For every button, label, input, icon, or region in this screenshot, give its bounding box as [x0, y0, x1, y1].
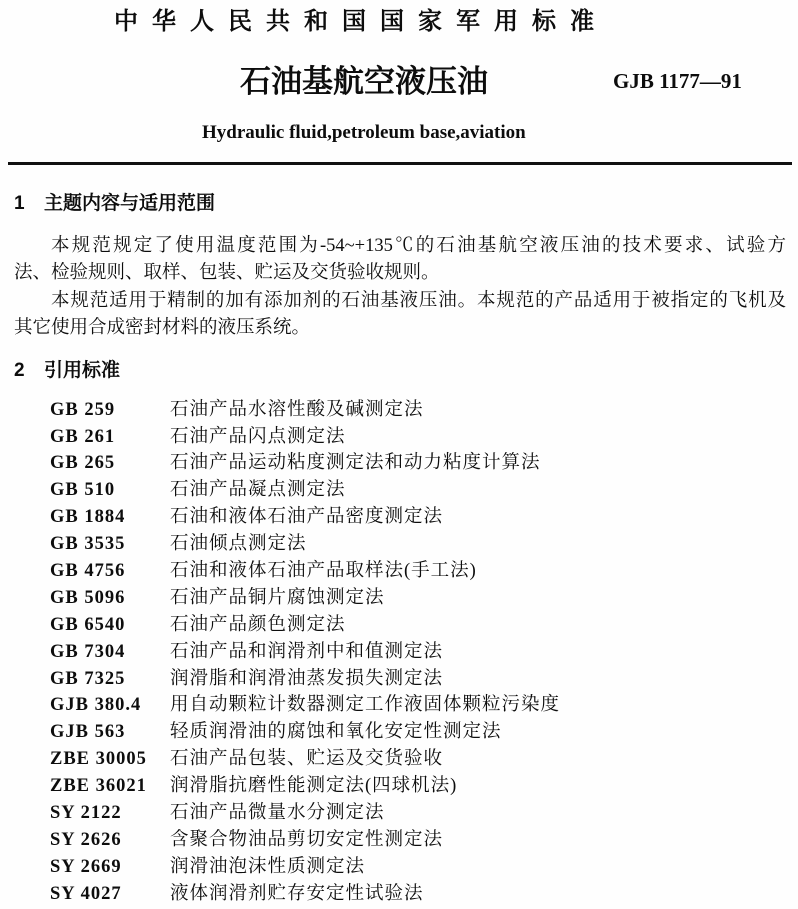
document-number: GJB 1177—91	[613, 69, 742, 93]
reference-title: 润滑油泡沫性质测定法	[170, 856, 366, 877]
reference-title: 用自动颗粒计数器测定工作液固体颗粒污染度	[170, 695, 561, 716]
reference-code: GJB 563	[50, 722, 126, 743]
reference-row	[50, 583, 786, 610]
reference-title: 石油产品铜片腐蚀测定法	[170, 587, 385, 608]
reference-row	[50, 771, 786, 798]
reference-title: 石油产品水溶性酸及碱测定法	[170, 399, 424, 420]
reference-title: 轻质润滑油的腐蚀和氧化安定性测定法	[170, 722, 502, 743]
reference-row	[50, 395, 786, 422]
reference-title: 石油产品和润滑剂中和值测定法	[170, 641, 444, 662]
reference-code: GB 265	[50, 453, 116, 474]
section-2-heading	[14, 360, 786, 382]
reference-row	[50, 422, 786, 449]
reference-code: GB 4756	[50, 560, 126, 581]
reference-code: GB 261	[50, 426, 116, 447]
reference-code: SY 2626	[50, 829, 122, 850]
reference-row	[50, 825, 786, 852]
paragraph-2-line-2: 其它使用合成密封材料的液压系统。	[14, 318, 311, 339]
reference-code: ZBE 36021	[50, 776, 147, 797]
reference-title: 液体润滑剂贮存安定性试验法	[170, 883, 424, 904]
section-2-heading-text: 引用标准	[44, 359, 121, 381]
reference-code: SY 4027	[50, 883, 122, 904]
reference-code: GB 1884	[50, 507, 126, 528]
reference-title: 石油产品凝点测定法	[170, 480, 346, 501]
reference-title: 石油产品运动粘度测定法和动力粘度计算法	[170, 453, 541, 474]
reference-code: GJB 380.4	[50, 695, 142, 716]
reference-row	[50, 610, 786, 637]
reference-row	[50, 637, 786, 664]
reference-title: 石油产品包装、贮运及交货验收	[170, 749, 444, 770]
section-1-paragraphs	[14, 233, 786, 343]
national-standard-header: 中华人民共和国国家军用标准	[114, 8, 608, 35]
reference-title: 石油和液体石油产品取样法(手工法)	[170, 560, 477, 581]
reference-code: SY 2122	[50, 802, 122, 823]
section-1-heading	[14, 193, 786, 215]
reference-title: 石油产品微量水分测定法	[170, 802, 385, 823]
paragraph-1-line-2: 法、检验规则、取样、包装、贮运及交货验收规则。	[14, 263, 440, 284]
reference-row	[50, 879, 786, 906]
reference-row	[50, 690, 786, 717]
reference-row	[50, 744, 786, 771]
reference-code: SY 2669	[50, 856, 122, 877]
reference-title: 石油和液体石油产品密度测定法	[170, 507, 444, 528]
reference-code: GB 259	[50, 399, 116, 420]
divider-rule	[8, 162, 792, 165]
paragraph-2-line-1: 本规范适用于精制的加有添加剂的石油基液压油。本规范的产品适用于被指定的飞机及	[51, 290, 786, 311]
document-title: 石油基航空液压油	[240, 64, 488, 99]
section-2-number: 2	[14, 359, 25, 381]
reference-code: ZBE 30005	[50, 749, 147, 770]
reference-row	[50, 798, 786, 825]
reference-list	[14, 395, 786, 906]
reference-row	[50, 664, 786, 691]
reference-title: 石油产品颜色测定法	[170, 614, 346, 635]
reference-title: 含聚合物油品剪切安定性测定法	[170, 829, 444, 850]
document-body	[14, 193, 786, 906]
english-subtitle: Hydraulic fluid,petroleum base,aviation	[202, 122, 526, 143]
reference-code: GB 6540	[50, 614, 126, 635]
reference-row	[50, 475, 786, 502]
reference-code: GB 510	[50, 480, 116, 501]
reference-title: 石油倾点测定法	[170, 534, 307, 555]
reference-title: 润滑脂抗磨性能测定法(四球机法)	[170, 776, 458, 797]
reference-row	[50, 852, 786, 879]
reference-row	[50, 717, 786, 744]
paragraph-1-line-1: 本规范规定了使用温度范围为-54~+135℃的石油基航空液压油的技术要求、试验方	[51, 236, 786, 256]
reference-code: GB 7304	[50, 641, 126, 662]
reference-code: GB 5096	[50, 587, 126, 608]
reference-code: GB 3535	[50, 534, 126, 555]
section-1-number: 1	[14, 193, 25, 214]
section-1-heading-text: 主题内容与适用范围	[44, 193, 216, 214]
reference-row	[50, 556, 786, 583]
reference-row	[50, 448, 786, 475]
reference-row	[50, 529, 786, 556]
reference-title: 石油产品闪点测定法	[170, 426, 346, 447]
reference-title: 润滑脂和润滑油蒸发损失测定法	[170, 668, 444, 689]
reference-row	[50, 502, 786, 529]
reference-code: GB 7325	[50, 668, 126, 689]
